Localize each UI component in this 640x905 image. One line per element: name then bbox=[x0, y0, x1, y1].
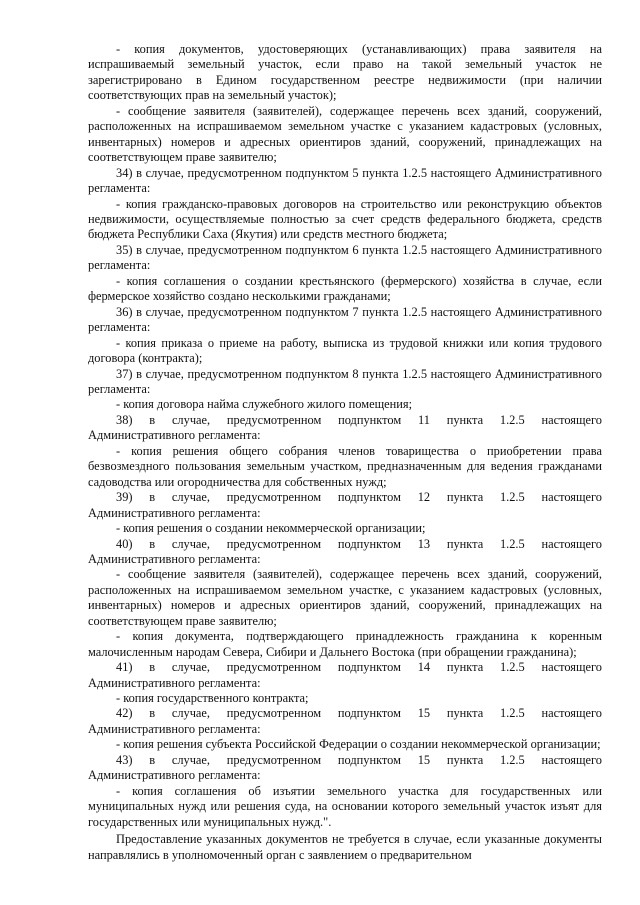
paragraph-11: 38) в случае, предусмотренном подпунктом 11 пункта 1.2.5 настоящего Административного регламента: bbox=[88, 412, 602, 443]
paragraph-4: - копия гражданско-правовых договоров на строительство или реконструкцию объектов недвижимости, осуществляемые полностью за счет средств федерального бюджета, средств бюджета Республики Саха (Якутия) или средств местного бюджета; bbox=[88, 196, 602, 242]
paragraph-16: - сообщение заявителя (заявителей), содержащее перечень всех зданий, сооружений, расположенных на испрашиваемом земельном участке, с указанием кадастровых (условных, инвентарных) номеров и адресных ориентиров зданий, сооружений, принадлежащих на соответствующем праве заявителю; bbox=[88, 567, 602, 628]
paragraph-14: - копия решения о создании некоммерческой организации; bbox=[116, 521, 426, 536]
paragraph-18: 41) в случае, предусмотренном подпунктом 14 пункта 1.2.5 настоящего Административного регламента: bbox=[88, 660, 602, 690]
paragraph-6: - копия соглашения о создании крестьянского (фермерского) хозяйства в случае, если фермерское хозяйство создано несколькими гражданами; bbox=[88, 273, 602, 304]
paragraph-9: 37) в случае, предусмотренном подпунктом 8 пункта 1.2.5 настоящего Административного регламента: bbox=[88, 366, 602, 396]
paragraph-15: 40) в случае, предусмотренном подпунктом 13 пункта 1.2.5 настоящего Административного регламента: bbox=[88, 536, 602, 566]
paragraph-10: - копия договора найма служебного жилого помещения; bbox=[116, 397, 413, 412]
paragraph-13: 39) в случае, предусмотренном подпунктом 12 пункта 1.2.5 настоящего Административного регламента: bbox=[88, 490, 602, 520]
paragraph-20: 42) в случае, предусмотренном подпунктом 15 пункта 1.2.5 настоящего Административного регламента: bbox=[88, 706, 602, 736]
paragraph-7: 36) в случае, предусмотренном подпунктом 7 пункта 1.2.5 настоящего Административного регламента: bbox=[88, 304, 602, 335]
paragraph-5: 35) в случае, предусмотренном подпунктом 6 пункта 1.2.5 настоящего Административного регламента: bbox=[88, 242, 602, 273]
document-page bbox=[88, 42, 602, 863]
paragraph-17: - копия документа, подтверждающего принадлежность гражданина к коренным малочисленным народам Севера, Сибири и Дальнего Востока (при обращении гражданина); bbox=[88, 629, 602, 659]
paragraph-24: Предоставление указанных документов не требуется в случае, если указанные документы направлялись в уполномоченный орган с заявлением о предварительном bbox=[88, 832, 602, 862]
paragraph-19: - копия государственного контракта; bbox=[116, 691, 309, 706]
paragraph-21: - копия решения субъекта Российской Федерации о создании некоммерческой организации; bbox=[116, 737, 601, 752]
paragraph-22: 43) в случае, предусмотренном подпунктом 15 пункта 1.2.5 настоящего Административного регламента: bbox=[88, 752, 602, 783]
paragraph-1: - копия документов, удостоверяющих (устанавливающих) права заявителя на испрашиваемый земельный участок, если право на такой земельный участок не зарегистрировано в Едином государственном реестре недвижимости (при наличии соответствующих прав на земельный участок); bbox=[88, 42, 602, 103]
paragraph-23: - копия соглашения об изъятии земельного участка для государственных или муниципальных нужд или решения суда, на основании которого земельный участок изъят для государственных или муниципальных нужд.". bbox=[88, 783, 602, 829]
paragraph-2: - сообщение заявителя (заявителей), содержащее перечень всех зданий, сооружений, расположенных на испрашиваемом земельном участке с указанием кадастровых (условных, инвентарных) номеров и адресных ориентиров зданий, сооружений, принадлежащих на соответствующем праве заявителю; bbox=[88, 103, 602, 165]
paragraph-3: 34) в случае, предусмотренном подпунктом 5 пункта 1.2.5 настоящего Административного регламента: bbox=[88, 165, 602, 196]
paragraph-8: - копия приказа о приеме на работу, выписка из трудовой книжки или копия трудового договора (контракта); bbox=[88, 335, 602, 366]
paragraph-12: - копия решения общего собрания членов товарищества о приобретении права безвозмездного пользования земельным участком, предназначенным для ведения гражданами садоводства или огородничества для собственных нужд; bbox=[88, 443, 602, 489]
